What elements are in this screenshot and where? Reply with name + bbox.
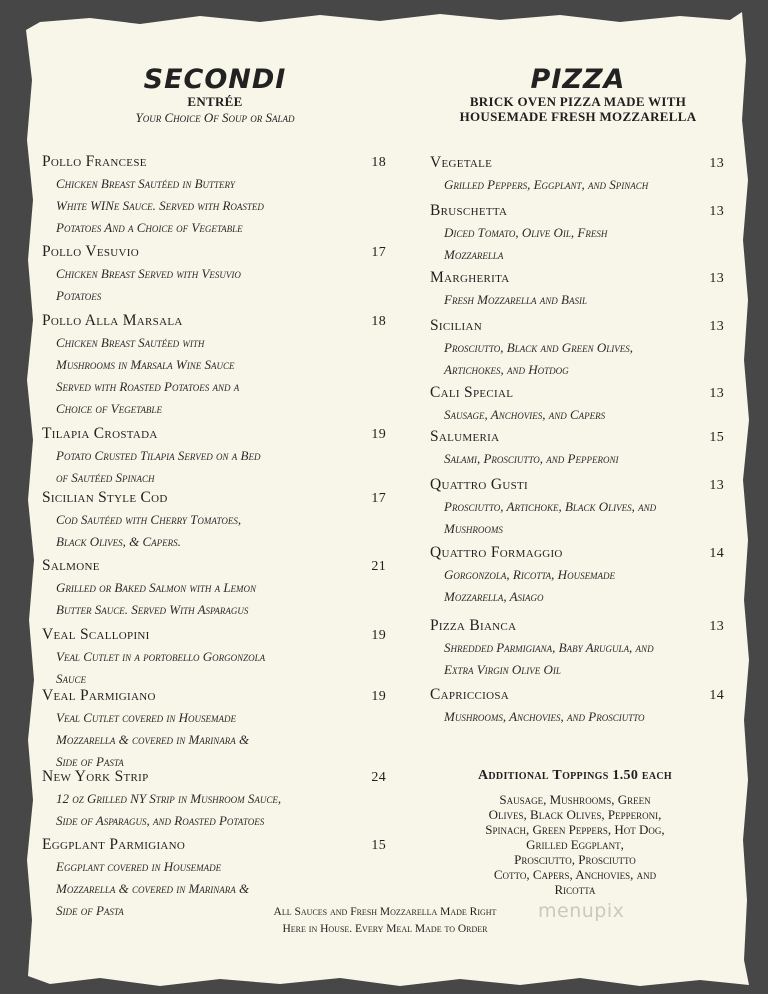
pizza-item-header xyxy=(430,201,726,222)
pizza-menu-item xyxy=(430,316,726,381)
secondi-item-description: of Sautéed Spinach xyxy=(56,470,155,485)
secondi-item-description: Black Olives, & Capers. xyxy=(56,534,181,549)
secondi-item-description: Potato Crusted Tilapia Served on a Bed xyxy=(56,448,261,463)
pizza-menu-item xyxy=(430,268,726,311)
pizza-item-name: Bruschetta xyxy=(430,202,508,219)
secondi-item-description: Veal Cutlet covered in Housemade xyxy=(56,710,236,725)
secondi-item-name: Pollo Vesuvio xyxy=(42,243,139,260)
toppings-line: Olives, Black Olives, Pepperoni, xyxy=(488,807,662,822)
secondi-item-description: White WINe Sauce. Served with Roasted xyxy=(56,198,264,213)
pizza-item-header xyxy=(430,316,726,337)
secondi-item-name: Pollo Francese xyxy=(42,153,147,170)
secondi-item-header xyxy=(42,311,388,332)
secondi-item-header xyxy=(42,242,388,263)
pizza-item-price: 13 xyxy=(709,156,724,171)
pizza-item-header xyxy=(430,427,726,448)
secondi-item-price: 24 xyxy=(371,770,386,785)
secondi-item-name: Salmone xyxy=(42,557,100,574)
secondi-item-description: Chicken Breast Served with Vesuvio xyxy=(56,266,241,281)
pizza-item-description: Salami, Prosciutto, and Pepperoni xyxy=(444,451,619,466)
pizza-item-description: Diced Tomato, Olive Oil, Fresh xyxy=(444,225,608,240)
secondi-item-description: Sauce xyxy=(56,671,86,686)
pizza-menu-item xyxy=(430,427,726,470)
pizza-item-description: Grilled Peppers, Eggplant, and Spinach xyxy=(444,177,649,192)
pizza-item-name: Quattro Gusti xyxy=(430,476,528,493)
pizza-item-header xyxy=(430,383,726,404)
secondi-menu-item xyxy=(42,152,388,239)
secondi-menu-item xyxy=(42,625,388,690)
pizza-item-price: 13 xyxy=(709,386,724,401)
pizza-item-description: Prosciutto, Artichoke, Black Olives, and xyxy=(444,499,657,514)
secondi-menu-item xyxy=(42,242,388,307)
secondi-item-description: Side of Pasta xyxy=(56,903,124,918)
pizza-item-price: 13 xyxy=(709,319,724,334)
pizza-item-name: Margherita xyxy=(430,269,510,286)
secondi-item-description: Butter Sauce. Served With Asparagus xyxy=(56,602,249,617)
pizza-item-header xyxy=(430,616,726,637)
secondi-menu-item xyxy=(42,556,388,621)
secondi-menu-item xyxy=(42,767,388,832)
secondi-item-description: Potatoes And a Choice of Vegetable xyxy=(56,220,243,235)
secondi-item-description: Mozzarella & covered in Marinara & xyxy=(56,732,250,747)
secondi-item-description: Grilled or Baked Salmon with a Lemon xyxy=(56,580,257,595)
secondi-item-header xyxy=(42,488,388,509)
pizza-item-price: 14 xyxy=(709,688,724,703)
pizza-item-header xyxy=(430,153,726,174)
secondi-item-price: 15 xyxy=(371,838,386,853)
secondi-item-name: Pollo Alla Marsala xyxy=(42,312,183,329)
secondi-item-name: Tilapia Crostada xyxy=(42,425,158,442)
toppings-line: Grilled Eggplant, xyxy=(526,837,624,852)
secondi-item-description: Side of Pasta xyxy=(56,754,124,769)
secondi-item-price: 17 xyxy=(371,245,386,260)
pizza-item-header xyxy=(430,268,726,289)
secondi-item-price: 18 xyxy=(371,314,386,329)
secondi-item-description: Chicken Breast Sautéed with xyxy=(56,335,205,350)
secondi-item-name: Eggplant Parmigiano xyxy=(42,836,186,853)
secondi-subtitle: ENTRÉE xyxy=(187,94,243,109)
pizza-menu-item xyxy=(430,153,726,196)
secondi-item-header xyxy=(42,625,388,646)
pizza-item-price: 13 xyxy=(709,619,724,634)
toppings-line: Ricotta xyxy=(554,882,596,897)
secondi-item-description: Choice of Vegetable xyxy=(56,401,162,416)
pizza-item-name: Quattro Formaggio xyxy=(430,544,563,561)
pizza-item-name: Pizza Bianca xyxy=(430,617,517,634)
pizza-item-description: Artichokes, and Hotdog xyxy=(444,362,569,377)
secondi-menu-item xyxy=(42,686,388,773)
pizza-item-price: 13 xyxy=(709,204,724,219)
secondi-menu-item xyxy=(42,488,388,553)
pizza-item-description: Mushrooms, Anchovies, and Prosciutto xyxy=(444,709,645,724)
watermark-logo: menupix xyxy=(538,900,625,922)
secondi-item-description: Served with Roasted Potatoes and a xyxy=(56,379,240,394)
pizza-title: PIZZA xyxy=(530,64,626,95)
pizza-item-header xyxy=(430,543,726,564)
secondi-item-description: Mozzarella & covered in Marinara & xyxy=(56,881,250,896)
secondi-item-header xyxy=(42,152,388,173)
secondi-item-price: 18 xyxy=(371,155,386,170)
secondi-item-name: Sicilian Style Cod xyxy=(42,489,168,506)
secondi-section xyxy=(42,66,388,127)
secondi-item-header xyxy=(42,835,388,856)
secondi-item-header xyxy=(42,424,388,445)
toppings-line: Spinach, Green Peppers, Hot Dog, xyxy=(485,822,665,837)
pizza-item-header xyxy=(430,685,726,706)
toppings-title: Additional Toppings 1.50 each xyxy=(477,768,673,783)
pizza-subtitle-line2: HOUSEMADE FRESH MOZZARELLA xyxy=(459,109,697,124)
secondi-item-price: 19 xyxy=(371,427,386,442)
pizza-item-name: Sicilian xyxy=(430,317,482,334)
pizza-item-description: Fresh Mozzarella and Basil xyxy=(444,292,587,307)
pizza-item-name: Salumeria xyxy=(430,428,500,445)
secondi-item-header xyxy=(42,686,388,707)
pizza-item-description: Sausage, Anchovies, and Capers xyxy=(444,407,606,422)
footer-line2: Here in House. Every Meal Made to Order xyxy=(282,923,488,935)
pizza-menu-item xyxy=(430,201,726,266)
toppings-box xyxy=(430,768,720,897)
pizza-section xyxy=(430,66,726,124)
pizza-item-description: Mozzarella xyxy=(444,247,504,262)
secondi-menu-item xyxy=(42,311,388,420)
secondi-item-description: Potatoes xyxy=(56,288,102,303)
secondi-item-name: Veal Scallopini xyxy=(42,626,150,643)
pizza-menu-item xyxy=(430,475,726,540)
pizza-item-header xyxy=(430,475,726,496)
secondi-item-description: Side of Asparagus, and Roasted Potatoes xyxy=(56,813,265,828)
pizza-subtitle-line1: BRICK OVEN PIZZA MADE WITH xyxy=(469,94,687,109)
secondi-item-description: Veal Cutlet in a portobello Gorgonzola xyxy=(56,649,266,664)
toppings-line: Sausage, Mushrooms, Green xyxy=(499,792,651,807)
secondi-item-price: 21 xyxy=(371,559,386,574)
pizza-item-description: Prosciutto, Black and Green Olives, xyxy=(444,340,634,355)
pizza-menu-item xyxy=(430,543,726,608)
secondi-item-description: 12 oz Grilled NY Strip in Mushroom Sauce, xyxy=(56,791,282,806)
pizza-item-description: Gorgonzola, Ricotta, Housemade xyxy=(444,567,616,582)
secondi-note: Your Choice Of Soup or Salad xyxy=(135,110,295,125)
pizza-menu-item xyxy=(430,383,726,426)
pizza-item-price: 13 xyxy=(709,478,724,493)
pizza-item-price: 13 xyxy=(709,271,724,286)
secondi-item-description: Mushrooms in Marsala Wine Sauce xyxy=(56,357,235,372)
secondi-item-name: Veal Parmigiano xyxy=(42,687,156,704)
secondi-item-price: 17 xyxy=(371,491,386,506)
pizza-item-price: 14 xyxy=(709,546,724,561)
toppings-line: Cotto, Capers, Anchovies, and xyxy=(493,867,657,882)
pizza-item-description: Mozzarella, Asiago xyxy=(444,589,544,604)
pizza-item-description: Mushrooms xyxy=(444,521,503,536)
secondi-item-price: 19 xyxy=(371,628,386,643)
pizza-menu-item xyxy=(430,685,726,728)
pizza-item-name: Cali Special xyxy=(430,384,514,401)
secondi-item-header xyxy=(42,767,388,788)
secondi-item-name: New York Strip xyxy=(42,768,149,785)
secondi-menu-item xyxy=(42,424,388,489)
secondi-item-description: Chicken Breast Sautéed in Buttery xyxy=(56,176,235,191)
pizza-item-name: Capricciosa xyxy=(430,686,510,703)
secondi-title: SECONDI xyxy=(143,64,287,95)
footer-line1: All Sauces and Fresh Mozzarella Made Right xyxy=(273,906,497,918)
toppings-list xyxy=(430,792,720,897)
pizza-item-description: Shredded Parmigiana, Baby Arugula, and xyxy=(444,640,654,655)
pizza-item-price: 15 xyxy=(709,430,724,445)
pizza-item-name: Vegetale xyxy=(430,154,493,171)
footer-note xyxy=(232,904,538,938)
secondi-item-price: 19 xyxy=(371,689,386,704)
pizza-item-description: Extra Virgin Olive Oil xyxy=(444,662,561,677)
secondi-item-header xyxy=(42,556,388,577)
toppings-line: Prosciutto, Prosciutto xyxy=(514,852,636,867)
secondi-item-description: Cod Sautéed with Cherry Tomatoes, xyxy=(56,512,242,527)
pizza-menu-item xyxy=(430,616,726,681)
secondi-item-description: Eggplant covered in Housemade xyxy=(56,859,222,874)
